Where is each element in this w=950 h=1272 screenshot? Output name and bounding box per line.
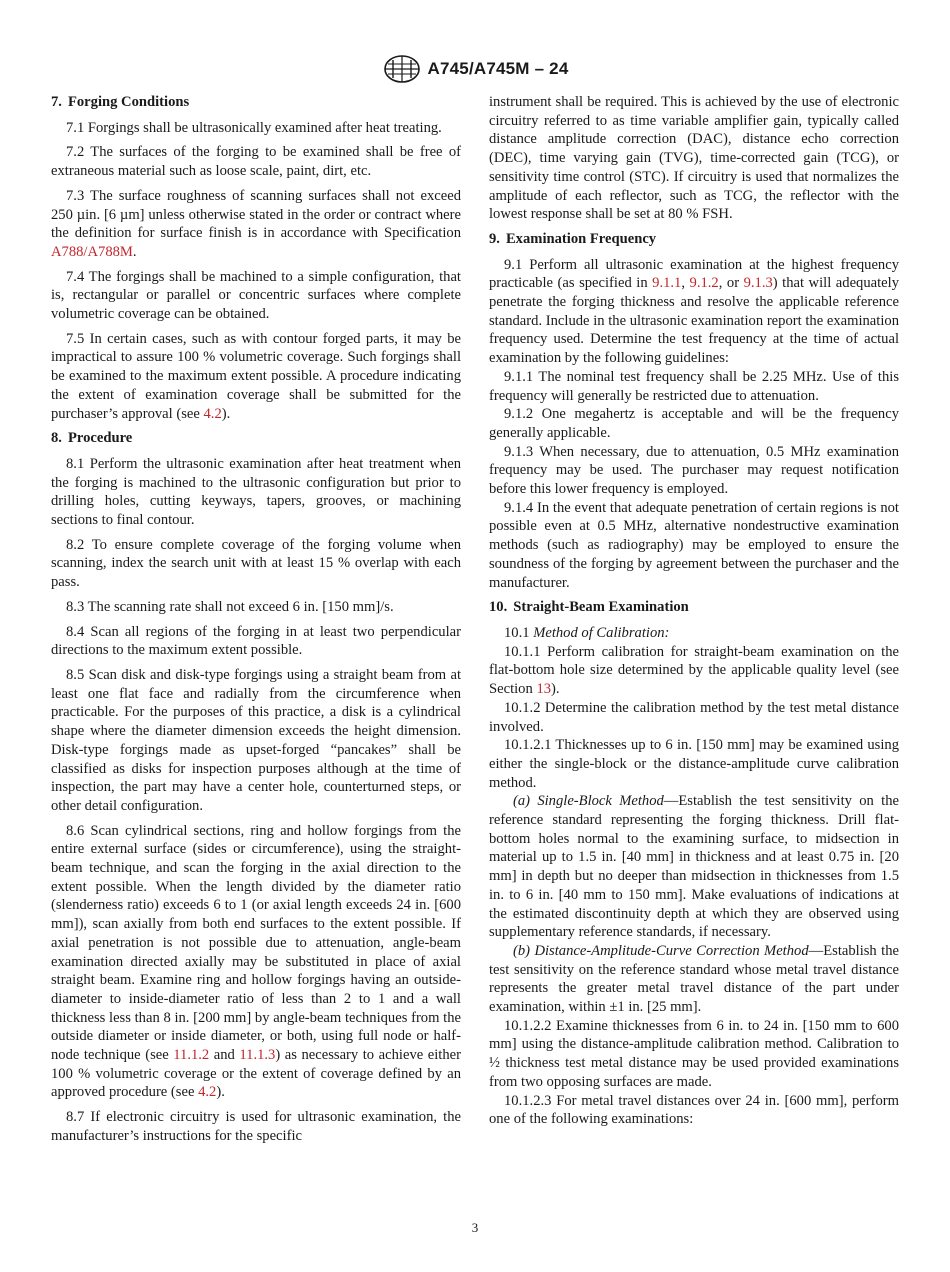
paragraph-8-7: 8.7 If electronic circuitry is used for ultrasonic examination, the manufacturer’s instructions for the specific [51,1109,461,1144]
paragraph-10-1-1: 10.1.1 Perform calibration for straight-beam examination on the flat-bottom hole size determined by the applicable quality level (see Section 13). [489,643,899,698]
paragraph-10-1: 10.1 Method of Calibration: [504,624,670,641]
paragraph-9-1-2: 9.1.2 One megahertz is acceptable and will be the frequency generally applicable. [489,406,899,441]
paragraph-9-1-4: 9.1.4 In the event that adequate penetration of certain regions is not possible even at 0.5 MHz, alternative nondestructive examination methods (such as radiography) may be employed to ensure the soundness of the forging by agreement between the purchaser and the manufacturer. [489,499,899,591]
paragraph-8-2: 8.2 To ensure complete coverage of the forging volume when scanning, index the search unit with at least 15 % overlap with each pass. [51,536,461,591]
right-column [489,93,899,1129]
paragraph-dac-method: (b) Distance-Amplitude-Curve Correction Method—Establish the test sensitivity on the reference standard whose metal travel distance represents the greater metal travel distance of the part under examination, within ±1 in. [25 mm]. [489,942,899,1016]
reference-link-11-1-2[interactable]: 11.1.2 [173,1047,210,1064]
paragraph-8-4: 8.4 Scan all regions of the forging in at least two perpendicular directions to the maximum extent possible. [51,623,461,659]
astm-logo-icon [382,54,422,84]
paragraph-8-6: 8.6 Scan cylindrical sections, ring and hollow forgings from the entire external surface (sides or circumference), using the straight-beam technique, and scan the forging in the axial direction to the extent possible. When the length divided by the diameter ratio (slenderness ratio) exceeds 6 to 1 (or axial length exceeds 24 in. [600 mm]), scan axially from both end surfaces to the extent possible. If axial penetration is not possible due to attenuation, angle-beam examination directed axially may be substituted in place of axial straight beam. Examine ring and hollow forgings having an outside-diameter to inside-diameter ratio of less than 2 to 1 and a wall thickness less than 8 in. [200 mm] by angle-beam techniques from the outside diameter or inside diameter, or both, using full node or half-node technique (see 11.1.2 and 11.1.3) as necessary to achieve either 100 % volumetric coverage or the extent of coverage defined by an approved procedure (see 4.2). [51,822,461,1101]
section-heading-10: 10. Straight-Beam Examination [489,599,689,616]
paragraph-7-4: 7.4 The forgings shall be machined to a simple configuration, that is, rectangular or parallel or concentric surfaces where complete volumetric coverage can be obtained. [51,268,461,323]
paragraph-9-1: 9.1 Perform all ultrasonic examination at the highest frequency practicable (as specified in 9.1.1, 9.1.2, or 9.1.3) that will adequately penetrate the forging thickness and resolve the applicable reference standard. Include in the ultrasonic examination report the examination frequency used. Determine the test frequency at the time of actual examination by the following guidelines: [489,256,899,367]
paragraph-9-1-1: 9.1.1 The nominal test frequency shall be 2.25 MHz. Use of this frequency will generally be restricted due to attenuation. [489,368,899,404]
section-heading-8: 8. Procedure [51,430,133,447]
page-header [0,52,950,86]
paragraph-7-5: 7.5 In certain cases, such as with contour forged parts, it may be impractical to assure 100 % volumetric coverage. Such forgings shall be examined to the maximum extent possible. A procedure indicating the extent of examination coverage shall be submitted for the purchaser’s approval (see 4.2). [51,330,461,422]
reference-link-9-1-2[interactable]: 9.1.2 [689,275,719,292]
paragraph-10-1-2-1: 10.1.2.1 Thicknesses up to 6 in. [150 mm] may be examined using either the single-block or the distance-amplitude curve calibration method. [489,737,899,791]
document-designation: A745/A745M – 24 [427,59,569,78]
section-heading-9: 9. Examination Frequency [489,230,657,247]
paragraph-8-5: 8.5 Scan disk and disk-type forgings using a straight beam from at least one flat face and radially from the circumference when practicable. For the purposes of this practice, a disk is a cylindrical shape where the diameter dimension exceeds the height dimension. Disk-type forgings made as upset-forged “pancakes” shall be classified as disks for inspection purposes although at the time of inspection, the part may have a center hole, counterturned steps, or other detail configuration. [51,666,461,814]
reference-link-4-2[interactable]: 4.2 [198,1084,217,1101]
reference-link-a788[interactable]: A788/A788M [51,243,133,260]
paragraph-8-1: 8.1 Perform the ultrasonic examination after heat treatment when the forging is machined to the ultrasonic configuration but prior to drilling holes, cutting keyways, tapers, grooves, or machining sections to final contour. [51,455,461,529]
reference-link-11-1-3[interactable]: 11.1.3 [239,1047,276,1064]
paragraph-8-7-continued: instrument shall be required. This is achieved by the use of electronic circuitry referred to as time variable amplifier gain, typically called distance amplitude correction (DAC), distance echo correction (DEC), time varying gain (TVG), time-corrected gain (TCG), or sensitivity time control (STC). If circuitry is used that normalizes the amplitude of each reflector, such as TCG, the reflector with the lowest response shall be set at 80 % FSH. [489,94,899,223]
paragraph-7-2: 7.2 The surfaces of the forging to be examined shall be free of extraneous material such as loose scale, paint, dirt, etc. [51,144,461,180]
paragraph-7-3: 7.3 The surface roughness of scanning surfaces shall not exceed 250 µin. [6 µm] unless otherwise stated in the order or contract where the definition for surface finish is in accordance with Specification A788/A788M. [51,187,461,260]
paragraph-10-1-2-3: 10.1.2.3 For metal travel distances over 24 in. [600 mm], perform one of the following examinations: [489,1092,899,1128]
reference-link-9-1-1[interactable]: 9.1.1 [652,275,682,292]
reference-link-9-1-3[interactable]: 9.1.3 [743,275,773,292]
page-number: 3 [471,1220,479,1235]
paragraph-single-block-method: (a) Single-Block Method—Establish the test sensitivity on the reference standard representing the forging thickness. Drill flat-bottom holes normal to the examining surface, to midsection in material up to 1.5 in. [40 mm] in thickness and at least 0.75 in. [20 mm] in depth but no deeper than midsection in thicknesses from 1.5 in. to 6 in. [40 mm to 150 mm]. Make evaluations of indications at the estimated discontinuity depth at which they are observed using supplementary reference standards, if necessary. [489,793,899,941]
paragraph-10-1-2-2: 10.1.2.2 Examine thicknesses from 6 in. to 24 in. [150 mm to 600 mm] using the distance-amplitude calibration method. Calibration to ½ thickness test metal distance may be used provided examinations from two opposing surfaces are made. [489,1017,899,1090]
paragraph-8-3: 8.3 The scanning rate shall not exceed 6 in. [150 mm]/s. [66,598,394,615]
reference-link-4-2[interactable]: 4.2 [203,405,222,422]
paragraph-9-1-3: 9.1.3 When necessary, due to attenuation, 0.5 MHz examination frequency may be used. The purchaser may request notification before this lower frequency is employed. [489,443,899,498]
paragraph-7-1: 7.1 Forgings shall be ultrasonically examined after heat treating. [66,119,442,136]
section-heading-7: 7. Forging Conditions [51,94,190,110]
left-column [51,93,461,1146]
paragraph-10-1-2: 10.1.2 Determine the calibration method by the test metal distance involved. [489,699,899,735]
reference-link-section-13[interactable]: 13 [536,681,552,698]
